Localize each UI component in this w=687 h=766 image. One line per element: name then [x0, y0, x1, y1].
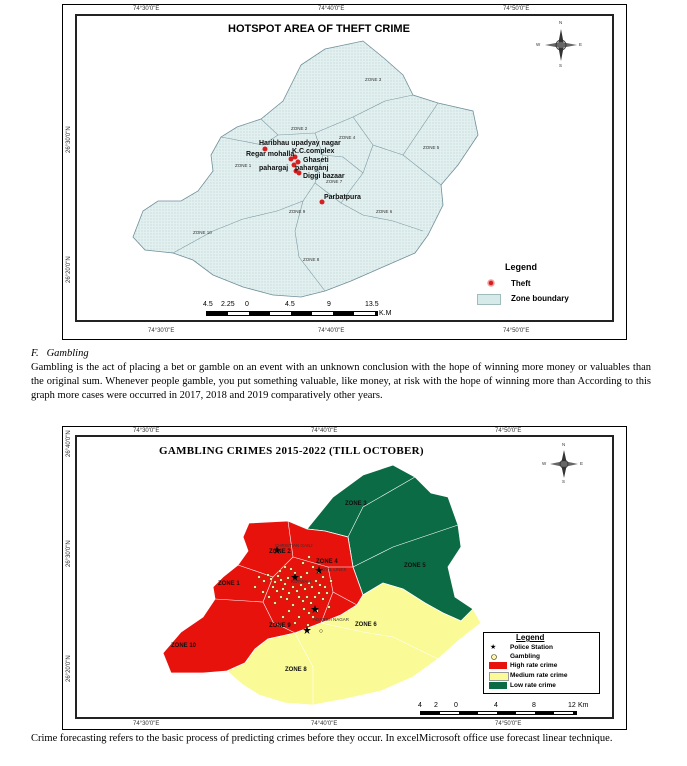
compass-rose-icon: [547, 447, 584, 481]
gambling-point: [290, 568, 293, 571]
top-coord-1: 74°30'0"E: [133, 6, 160, 12]
gambling-point: [303, 608, 306, 611]
top-coord-2: 74°40'0"E: [318, 6, 345, 12]
gambling-point: [322, 576, 325, 579]
scale-tick: 2.25: [221, 301, 235, 308]
gambling-point: [330, 580, 333, 583]
map2-zone-8: ZONE 8: [285, 667, 307, 673]
gambling-point: [272, 586, 275, 589]
scale-tick: 8: [532, 702, 536, 709]
gambling-point: [254, 586, 257, 589]
map2-scale-bar: [418, 702, 598, 716]
gambling-point: [258, 576, 261, 579]
gambling-point: [312, 566, 315, 569]
map2-zone-1: ZONE 1: [218, 581, 240, 587]
scale-tick: 4: [494, 702, 498, 709]
gambling-point: [276, 590, 279, 593]
gambling-point: [298, 616, 301, 619]
place-ghaseti: Ghaseti: [303, 157, 329, 164]
map2-zone-2: ZONE 2: [269, 549, 291, 555]
gambling-point: [304, 588, 307, 591]
gambling-point: [263, 580, 266, 583]
bottom-coord-3: 74°50'0"E: [495, 721, 522, 727]
map2-zone-6: ZONE 6: [355, 622, 377, 628]
top-coord-3: 74°50'0"E: [503, 6, 530, 12]
map1-zone-3: ZONE 3: [365, 77, 382, 82]
top-coord-1: 74°30'0"E: [133, 428, 160, 434]
legend-high-rate: High rate crime: [510, 662, 558, 669]
section-heading: [31, 348, 89, 359]
legend-gambling: Gambling: [510, 653, 540, 660]
map1-zone-7: ZONE 7: [326, 179, 343, 184]
gambling-point: [306, 596, 309, 599]
map1-zone-4: ZONE 4: [339, 135, 356, 140]
bottom-coord-1: 74°30'0"E: [133, 721, 160, 727]
medium-rate-swatch: [489, 672, 509, 681]
map1-zone-9: ZONE 9: [289, 209, 306, 214]
gambling-point: [274, 581, 277, 584]
bottom-coord-2: 74°40'0"E: [318, 328, 345, 334]
gambling-point: [280, 579, 283, 582]
place-haribhau: Haribhau upadyay nagar: [259, 140, 341, 147]
map1-zone-5: ZONE 5: [423, 145, 440, 150]
compass-e: E: [579, 42, 583, 47]
map2-compass: [542, 442, 584, 484]
legend-theft: Theft: [511, 279, 531, 288]
compass-w: W: [542, 461, 547, 466]
gambling-point: [286, 598, 289, 601]
map1-legend: [473, 260, 603, 310]
place-civil-lines: CIVIL LINES: [321, 567, 347, 572]
bottom-coord-3: 74°50'0"E: [503, 328, 530, 334]
theft-hotspot-map: [62, 4, 627, 340]
gambling-point: [294, 622, 297, 625]
bottom-coord-2: 74°40'0"E: [311, 721, 338, 727]
compass-e: E: [580, 461, 584, 466]
gambling-point: [279, 570, 282, 573]
left-coord-2: 26°20'0"N: [66, 256, 72, 283]
gambling-point: [262, 591, 265, 594]
gambling-point: [318, 592, 321, 595]
map2-zone-9: ZONE 9: [269, 623, 291, 629]
gambling-point: [274, 602, 277, 605]
gambling-point: [280, 596, 283, 599]
gambling-point: [324, 586, 327, 589]
map1-zone-10: ZONE 10: [193, 230, 212, 235]
scale-unit: Km: [578, 702, 589, 709]
gambling-point: [298, 596, 301, 599]
gambling-point: [328, 606, 331, 609]
bottom-coord-1: 74°30'0"E: [148, 328, 175, 334]
low-rate-swatch: [489, 682, 507, 689]
left-coord-1: 26°40'0"N: [66, 430, 72, 457]
gambling-point: [311, 586, 314, 589]
theft-point: [296, 160, 301, 165]
compass-n: N: [559, 20, 563, 25]
gambling-point: [306, 572, 309, 575]
legend-low-rate: Low rate crime: [510, 682, 556, 689]
gambling-point: [308, 556, 311, 559]
legend-police-station: Police Station: [510, 644, 553, 651]
theft-legend-icon: [481, 278, 501, 288]
gambling-point: [315, 580, 318, 583]
map2-zone-10: ZONE 10: [171, 643, 197, 649]
scale-tick: 4: [418, 702, 422, 709]
gambling-point: [282, 588, 285, 591]
gambling-point: [326, 592, 329, 595]
section-title: Gambling: [46, 348, 89, 359]
gambling-point: [287, 577, 290, 580]
map1-title: HOTSPOT AREA OF THEFT CRIME: [228, 23, 410, 35]
left-coord-3: 26°20'0"N: [66, 655, 72, 682]
map2-zone-4: ZONE 4: [316, 559, 338, 565]
gambling-crimes-map: [62, 426, 627, 730]
map1-zone-8: ZONE 8: [303, 257, 320, 262]
place-pahargaj: pahargaj: [259, 165, 289, 172]
gambling-point: [284, 566, 287, 569]
gambling-point: [314, 596, 317, 599]
gambling-point: [267, 574, 270, 577]
gambling-point: [300, 584, 303, 587]
gambling-point: [319, 584, 322, 587]
scale-unit: K.M: [379, 310, 392, 317]
scale-tick: 2: [434, 702, 438, 709]
scale-tick: 4.5: [203, 301, 213, 308]
gambling-legend-icon: [490, 653, 500, 661]
gambling-point: [277, 575, 280, 578]
gambling-point: [270, 578, 273, 581]
forecasting-paragraph: Crime forecasting refers to the basic process of predicting crimes before they occur. In excelMicrosoft office use forecast linear technique.: [31, 733, 613, 744]
gambling-point: [320, 630, 323, 633]
scale-tick: 4.5: [285, 301, 295, 308]
gambling-point: [302, 562, 305, 565]
place-adarsh-nagar: ADARSH NAGAR: [313, 617, 350, 622]
compass-n: N: [562, 442, 566, 447]
top-coord-2: 74°40'0"E: [311, 428, 338, 434]
scale-tick: 13.5: [365, 301, 379, 308]
scale-tick: 0: [245, 301, 249, 308]
compass-s: S: [559, 63, 563, 68]
scale-tick: 9: [327, 301, 331, 308]
gambling-point: [302, 600, 305, 603]
map2-zone-3: ZONE 3: [345, 501, 367, 507]
place-regar: Regar mohalla: [246, 151, 295, 158]
gambling-point: [296, 590, 299, 593]
left-coord-1: 26°30'0"N: [66, 126, 72, 153]
gambling-point: [288, 592, 291, 595]
gambling-point: [282, 616, 285, 619]
gambling-point: [307, 624, 310, 627]
gambling-point: [288, 610, 291, 613]
scale-tick: 0: [454, 702, 458, 709]
gambling-point: [268, 596, 271, 599]
gambling-point: [322, 598, 325, 601]
place-kc-complex: K.C.complex: [292, 148, 335, 155]
place-christian-ganj: CHRISTIAN GANJ: [275, 543, 313, 548]
place-kotwali: KOTWALI: [291, 579, 312, 584]
gambling-point: [310, 602, 313, 605]
scale-tick: 12: [568, 702, 576, 709]
police-station-star-icon: ★: [490, 643, 497, 651]
gambling-point: [308, 612, 311, 615]
high-rate-swatch: [489, 662, 507, 669]
legend-zone-boundary: Zone boundary: [511, 294, 569, 303]
compass-s: S: [562, 479, 566, 484]
map1-scale-bar: [203, 301, 463, 321]
place-paharganj: paharganj: [295, 165, 329, 172]
map1-zone-2: ZONE 2: [291, 126, 308, 131]
zone-boundary-legend-swatch: [477, 294, 501, 305]
legend-title: Legend: [505, 262, 538, 272]
map2-legend: [483, 632, 600, 694]
top-coord-3: 74°50'0"E: [495, 428, 522, 434]
gambling-point: [292, 586, 295, 589]
gambling-point: [284, 583, 287, 586]
legend-medium-rate: Medium rate crime: [510, 672, 568, 679]
gambling-paragraph: Gambling is the act of placing a bet or gamble on an event with an unknown conclusion with the hope of winning more money or valuables than the original sum. Whenever people gamble, you put something valuable, like money, at risk with the hope of winning more than According to this graph more cases were occurred in 2017, 2018 and 2019 comparatively other years.: [31, 362, 651, 401]
left-coord-2: 26°30'0"N: [66, 540, 72, 567]
place-parbatpura: Parbatpura: [324, 194, 361, 201]
map2-zone-5: ZONE 5: [404, 563, 426, 569]
gambling-point: [292, 604, 295, 607]
legend-title: Legend: [516, 633, 545, 642]
place-diggi: Diggi bazaar: [303, 173, 345, 180]
map2-title: GAMBLING CRIMES 2015-2022 (TILL OCTOBER): [159, 445, 424, 457]
section-number: F.: [31, 348, 39, 359]
gambling-point: [300, 576, 303, 579]
map1-zone-1: ZONE 1: [235, 163, 252, 168]
map1-zone-6: ZONE 6: [376, 209, 393, 214]
compass-w: W: [536, 42, 541, 47]
